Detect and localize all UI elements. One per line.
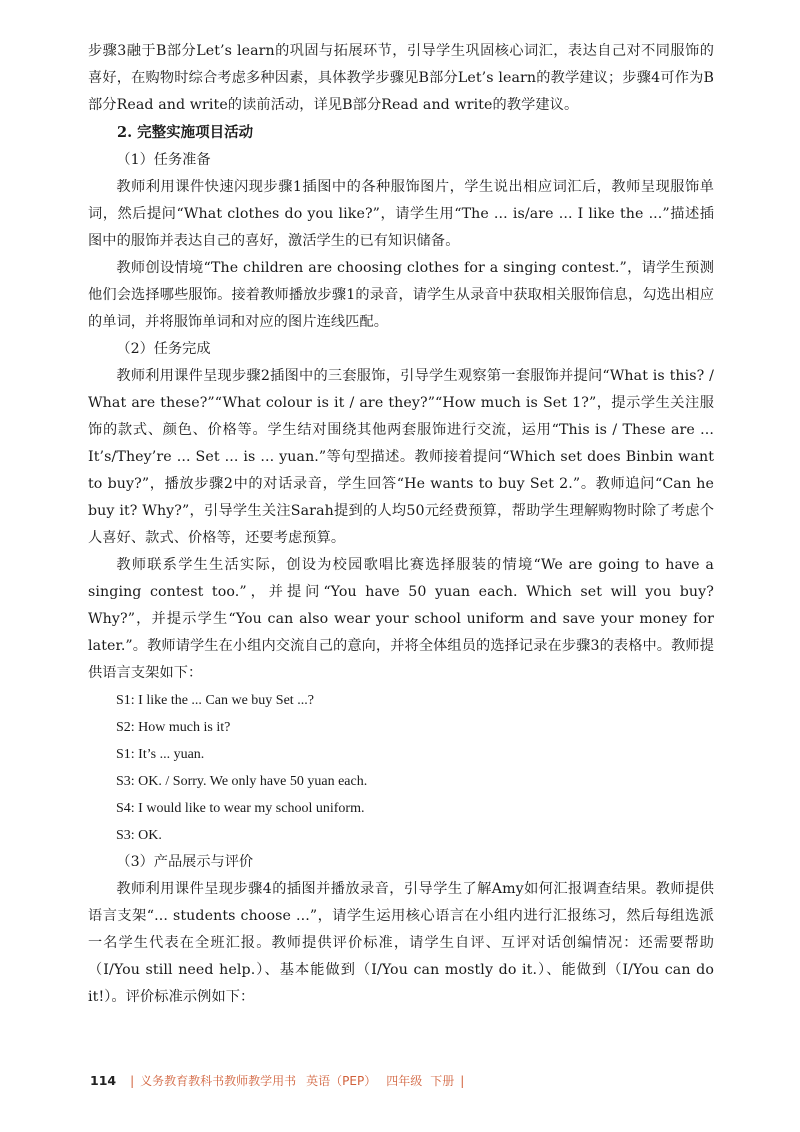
footer-separator: | bbox=[130, 1073, 135, 1088]
footer-separator-end: | bbox=[460, 1073, 465, 1088]
book-series-title: 义务教育教科书教师教学用书 bbox=[140, 1074, 297, 1088]
book-subject: 英语（PEP） bbox=[306, 1074, 377, 1088]
paragraph-4: 教师联系学生生活实际，创设为校园歌唱比赛选择服装的情境“We are going to have a singing contest too.”，并提问“You have 50 yuan each. Which set will you buy? Why?”，并提示学生“You can also wear your school uniform and save your money for later.”。教师请学生在小组内交流自己的意向，并将全体组员的选择记录在步骤3的表格中。教师提供语言支架如下： bbox=[88, 557, 714, 681]
dialogue-line: S3: OK. bbox=[116, 828, 162, 843]
page-number: 114 bbox=[90, 1073, 117, 1088]
intro-paragraph: 步骤3融于B部分Let’s learn的巩固与拓展环节，引导学生巩固核心词汇，表达自己对不同服饰的喜好，在购物时综合考虑多种因素，具体教学步骤见B部分Let’s learn的教学建议；步骤4可作为B部分Read and write的读前活动，详见B部分Read and write的教学建议。 bbox=[88, 43, 714, 113]
page-footer bbox=[90, 1072, 470, 1089]
book-grade: 四年级 bbox=[386, 1074, 423, 1088]
paragraph-1: 教师利用课件快速闪现步骤1插图中的各种服饰图片，学生说出相应词汇后，教师呈现服饰单词，然后提问“What clothes do you like?”，请学生用“The ... is/are ... I like the ...”描述插图中的服饰并表达自己的喜好，激活学生的已有知识储备。 bbox=[88, 179, 714, 249]
dialogue-line: S2: How much is it? bbox=[116, 720, 231, 735]
paragraph-2: 教师创设情境“The children are choosing clothes for a singing contest.”，请学生预测他们会选择哪些服饰。接着教师播放步骤1的录音，请学生从录音中获取相关服饰信息，勾选出相应的单词，并将服饰单词和对应的图片连线匹配。 bbox=[88, 260, 714, 330]
subheading-task-preparation: （1）任务准备 bbox=[116, 152, 211, 168]
dialogue-line: S3: OK. / Sorry. We only have 50 yuan each. bbox=[116, 774, 368, 789]
page-body bbox=[88, 38, 714, 1011]
dialogue-block bbox=[88, 687, 714, 849]
dialogue-line: S1: It’s ... yuan. bbox=[116, 747, 205, 762]
section-heading-2: 2. 完整实施项目活动 bbox=[117, 124, 254, 141]
paragraph-5: 教师利用课件呈现步骤4的插图并播放录音，引导学生了解Amy如何汇报调查结果。教师提供语言支架“... students choose ...”，请学生运用核心语言在小组内进行汇报练习，然后每组选派一名学生代表在全班汇报。教师提供评价标准，请学生自评、互评对话创编情况：还需要帮助（I/You still need help.）、基本能做到（I/You can mostly do it.）、能做到（I/You can do it!）。评价标准示例如下： bbox=[88, 881, 714, 1005]
book-volume: 下册 bbox=[430, 1074, 455, 1088]
subheading-task-completion: （2）任务完成 bbox=[116, 341, 211, 357]
paragraph-3: 教师利用课件呈现步骤2插图中的三套服饰，引导学生观察第一套服饰并提问“What is this? / What are these?”“What colour is it / are they?”“How much is Set 1?”，提示学生关注服饰的款式、颜色、价格等。学生结对围绕其他两套服饰进行交流，运用“This is / These are ... It’s/They’re ... Set ... is ... yuan.”等句型描述。教师接着提问“Which set does Binbin want to buy?”，播放步骤2中的对话录音，学生回答“He wants to buy Set 2.”。教师追问“Can he buy it? Why?”，引导学生关注Sarah提到的人均50元经费预算，帮助学生理解购物时除了考虑个人喜好、款式、价格等，还要考虑预算。 bbox=[88, 368, 714, 546]
dialogue-line: S1: I like the ... Can we buy Set ...? bbox=[116, 693, 314, 708]
subheading-product-showcase: （3）产品展示与评价 bbox=[116, 854, 254, 870]
dialogue-line: S4: I would like to wear my school uniform. bbox=[116, 801, 365, 816]
